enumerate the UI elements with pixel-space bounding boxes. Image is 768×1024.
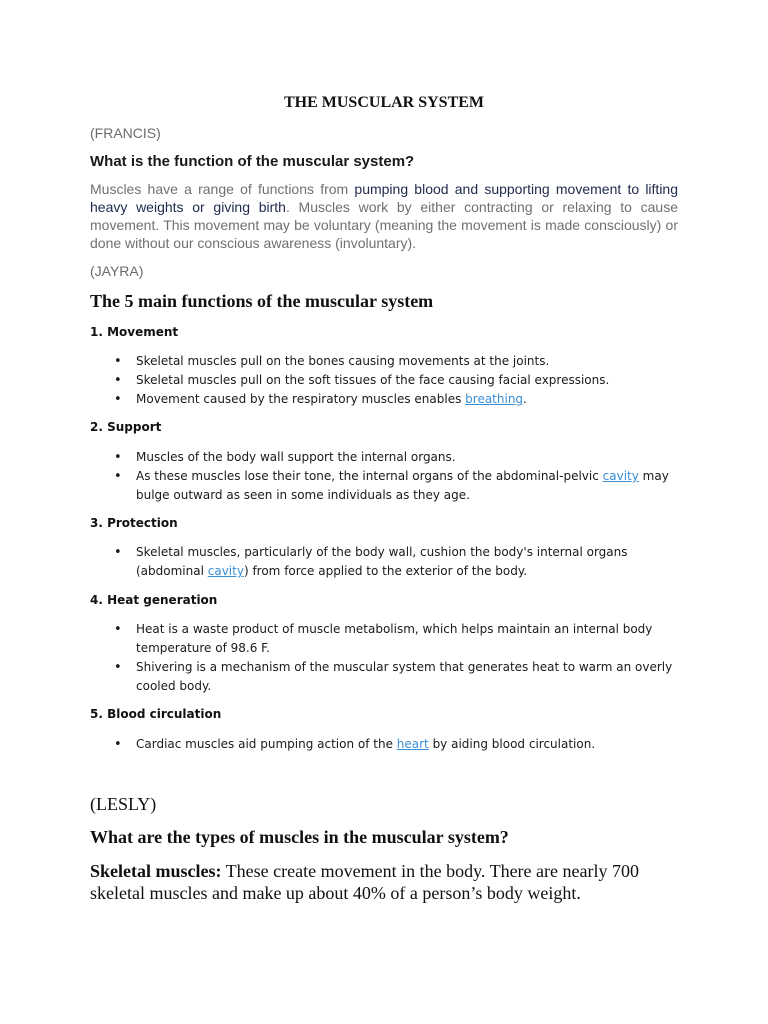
heat-subheading: 4. Heat generation <box>90 593 218 607</box>
list-item-text: by aiding blood circulation. <box>428 737 596 751</box>
list-item-text: Movement caused by the respiratory muscles enables <box>136 392 466 406</box>
list-item-text: may bulge outward as seen in some individuals as they age. <box>136 469 669 502</box>
list-item: • Skeletal muscles pull on the soft tissues of the face causing facial expressions. <box>136 371 678 390</box>
list-item <box>136 735 678 754</box>
list-item <box>136 467 678 505</box>
author-francis: (FRANCIS) <box>90 125 161 141</box>
support-list <box>90 448 678 505</box>
list-item-text: Skeletal muscles, particularly of the body wall, cushion the body's internal organs (abdominal <box>136 545 628 578</box>
skeletal-muscles-label: Skeletal muscles: <box>90 861 222 881</box>
list-item-text: ) from force applied to the exterior of the body. <box>243 564 528 578</box>
circulation-subheading: 5. Blood circulation <box>90 707 222 721</box>
function-question-heading: What is the function of the muscular system? <box>90 153 415 170</box>
list-item <box>136 543 678 581</box>
heat-list <box>90 620 678 696</box>
breathing-link[interactable]: breathing <box>465 392 524 406</box>
movement-subheading: 1. Movement <box>90 325 179 339</box>
function-paragraph <box>90 180 678 252</box>
author-lesly: (LESLY) <box>90 794 157 814</box>
protection-subheading: 3. Protection <box>90 516 178 530</box>
list-item-text: As these muscles lose their tone, the internal organs of the abdominal-pelvic <box>136 469 603 483</box>
list-item: • Heat is a waste product of muscle metabolism, which helps maintain an internal body temperature of 98.6 F. <box>136 620 678 658</box>
paragraph-highlight: pumping blood and supporting movement to lifting heavy weights or giving birth <box>90 181 679 215</box>
muscle-types-heading: What are the types of muscles in the muscular system? <box>90 827 509 847</box>
list-item: • Muscles of the body wall support the internal organs. <box>136 448 678 467</box>
paragraph-text: . Muscles work by either contracting or relaxing to cause movement. This movement may be voluntary (meaning the movement is made consciously) or done without our conscious awareness (involuntary). <box>90 199 678 251</box>
main-functions-heading: The 5 main functions of the muscular system <box>90 291 434 311</box>
skeletal-muscles-text: These create movement in the body. There are nearly 700 skeletal muscles and make up about 40% of a person’s body weight. <box>90 861 639 903</box>
list-item <box>136 390 678 409</box>
list-item: • Skeletal muscles pull on the bones causing movements at the joints. <box>136 352 678 371</box>
cavity-link[interactable]: cavity <box>207 564 244 578</box>
document-title: THE MUSCULAR SYSTEM <box>283 94 485 111</box>
paragraph-text: Muscles have a range of functions from <box>90 181 355 197</box>
support-subheading: 2. Support <box>90 420 162 434</box>
author-jayra: (JAYRA) <box>90 263 144 279</box>
movement-list <box>90 352 678 409</box>
list-item-text: Cardiac muscles aid pumping action of the <box>136 737 397 751</box>
heart-link[interactable]: heart <box>396 737 429 751</box>
cavity-link[interactable]: cavity <box>602 469 639 483</box>
circulation-list <box>90 735 678 754</box>
skeletal-muscles-paragraph <box>90 860 678 904</box>
list-item: • Shivering is a mechanism of the muscular system that generates heat to warm an overly cooled body. <box>136 658 678 696</box>
protection-list <box>90 543 678 581</box>
list-item-text: . <box>523 392 527 406</box>
